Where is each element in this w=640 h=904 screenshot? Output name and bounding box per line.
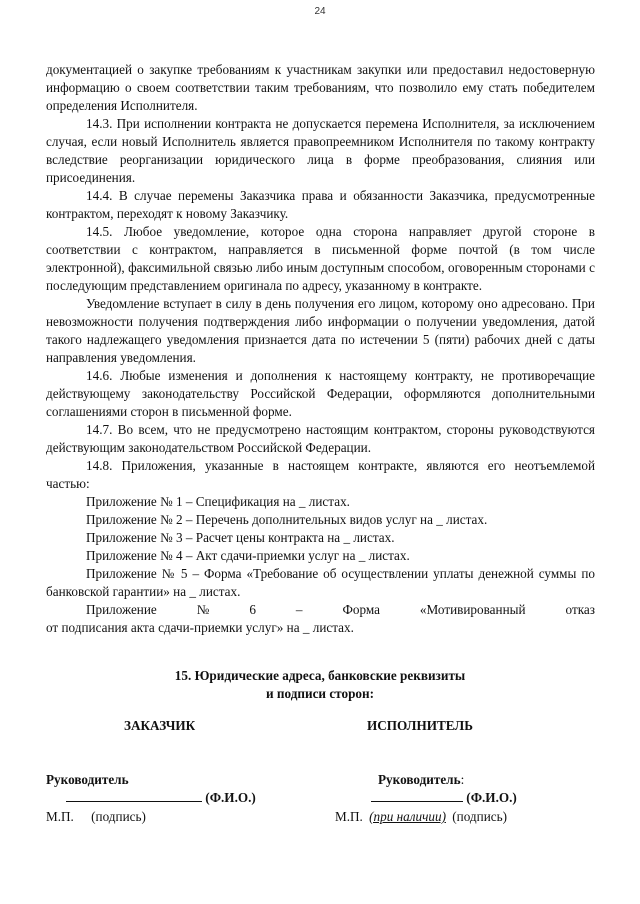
customer-signature-block <box>46 771 256 827</box>
paragraph: Приложение № 2 – Перечень дополнительных видов услуг на _ листах. <box>86 512 488 527</box>
contractor-role: Руководитель <box>378 772 461 787</box>
contractor-stamp-note: (при наличии) <box>369 809 446 824</box>
section-title-line-2: и подписи сторон: <box>266 686 374 701</box>
contractor-fio-label: (Ф.И.О.) <box>466 790 517 805</box>
paragraph: Приложение № 5 – Форма «Требование об осуществлении уплаты денежной суммы по банковской гарантии» на _ листах. <box>46 566 595 599</box>
customer-role: Руководитель <box>46 772 129 787</box>
customer-name-blank <box>66 789 202 802</box>
contractor-signature-label: (подпись) <box>452 809 508 824</box>
customer-stamp-label: М.П. <box>46 809 74 824</box>
paragraph: 14.6. Любые изменения и дополнения к настоящему контракту, не противоречащие действующему законодательству Российской Федерации, оформляются дополнительными соглашениями сторон в письменной форме. <box>46 368 595 419</box>
paragraph: 14.5. Любое уведомление, которое одна сторона направляет другой стороне в соответствии с контрактом, направляется в письменной форме почтой (в том числе электронной), факсимильной связью либо иным доступным способом, оговоренным сторонами с последующим представлением оригинала по адресу, указанному в контракте. <box>46 224 595 293</box>
paragraph: 14.3. При исполнении контракта не допускается перемена Исполнителя, за исключением случая, если новый Исполнитель является правопреемником Исполнителя по такому контракту вследствие реорганизации юридического лица в форме преобразования, слияния или присоединения. <box>46 116 595 185</box>
paragraph-list <box>46 61 595 601</box>
contractor-fio-line <box>335 789 517 808</box>
contractor-role-line <box>335 771 517 789</box>
paragraph: Уведомление вступает в силу в день получения его лицом, которому оно адресовано. При невозможности получения подтверждения либо информации о получении уведомления, датой такого надлежащего уведомления признается дата по истечении 5 (пяти) рабочих дней с даты направления уведомления. <box>46 296 595 365</box>
section-title-line-1: 15. Юридические адреса, банковские реквизиты <box>174 668 466 683</box>
contractor-party-heading: ИСПОЛНИТЕЛЬ <box>367 718 473 733</box>
customer-signature-label: (подпись) <box>91 809 146 824</box>
appendix-6-word: отказ <box>565 602 595 617</box>
paragraph: 14.8. Приложения, указанные в настоящем контракте, являются его неотъемлемой частью: <box>46 458 595 491</box>
paragraph: Приложение № 1 – Спецификация на _ листах. <box>86 494 350 509</box>
contractor-name-blank <box>371 789 463 802</box>
contract-text <box>46 61 595 637</box>
contractor-signature-block <box>335 771 517 827</box>
customer-fio-label: (Ф.И.О.) <box>205 790 256 805</box>
customer-party-heading: ЗАКАЗЧИК <box>124 718 196 733</box>
appendix-6-word: № <box>196 602 210 617</box>
paragraph: Приложение № 4 – Акт сдачи-приемки услуг на _ листах. <box>86 548 410 563</box>
appendix-6-word: Приложение <box>86 602 157 617</box>
contractor-role-colon: : <box>460 772 465 787</box>
appendix-6-word: – <box>295 602 303 617</box>
paragraph: Приложение № 3 – Расчет цены контракта на _ листах. <box>86 530 395 545</box>
paragraph: 14.4. В случае перемены Заказчика права и обязанности Заказчика, предусмотренные контрактом, переходят к новому Заказчику. <box>46 188 595 221</box>
contractor-stamp-label: М.П. <box>335 809 363 824</box>
section-heading <box>0 667 640 703</box>
customer-fio-line <box>46 789 256 808</box>
contractor-stamp-line <box>335 808 517 827</box>
page-number: 24 <box>314 6 326 17</box>
appendix-6-word: Форма <box>342 602 380 617</box>
paragraph: документацией о закупке требованиям к участникам закупки или предоставил недостоверную информацию о своем соответствии таким требованиям, что позволило ему стать победителем определения Исполнителя. <box>46 62 595 113</box>
paragraph: 14.7. Во всем, что не предусмотрено настоящим контрактом, стороны руководствуются действующим законодательством Российской Федерации. <box>46 422 595 455</box>
appendix-6-line <box>46 601 595 619</box>
appendix-6-continuation: от подписания акта сдачи-приемки услуг» на _ листах. <box>46 620 354 635</box>
appendix-6-word: 6 <box>249 602 256 617</box>
appendix-6-word: «Мотивированный <box>419 602 526 617</box>
customer-stamp-line <box>46 808 256 827</box>
